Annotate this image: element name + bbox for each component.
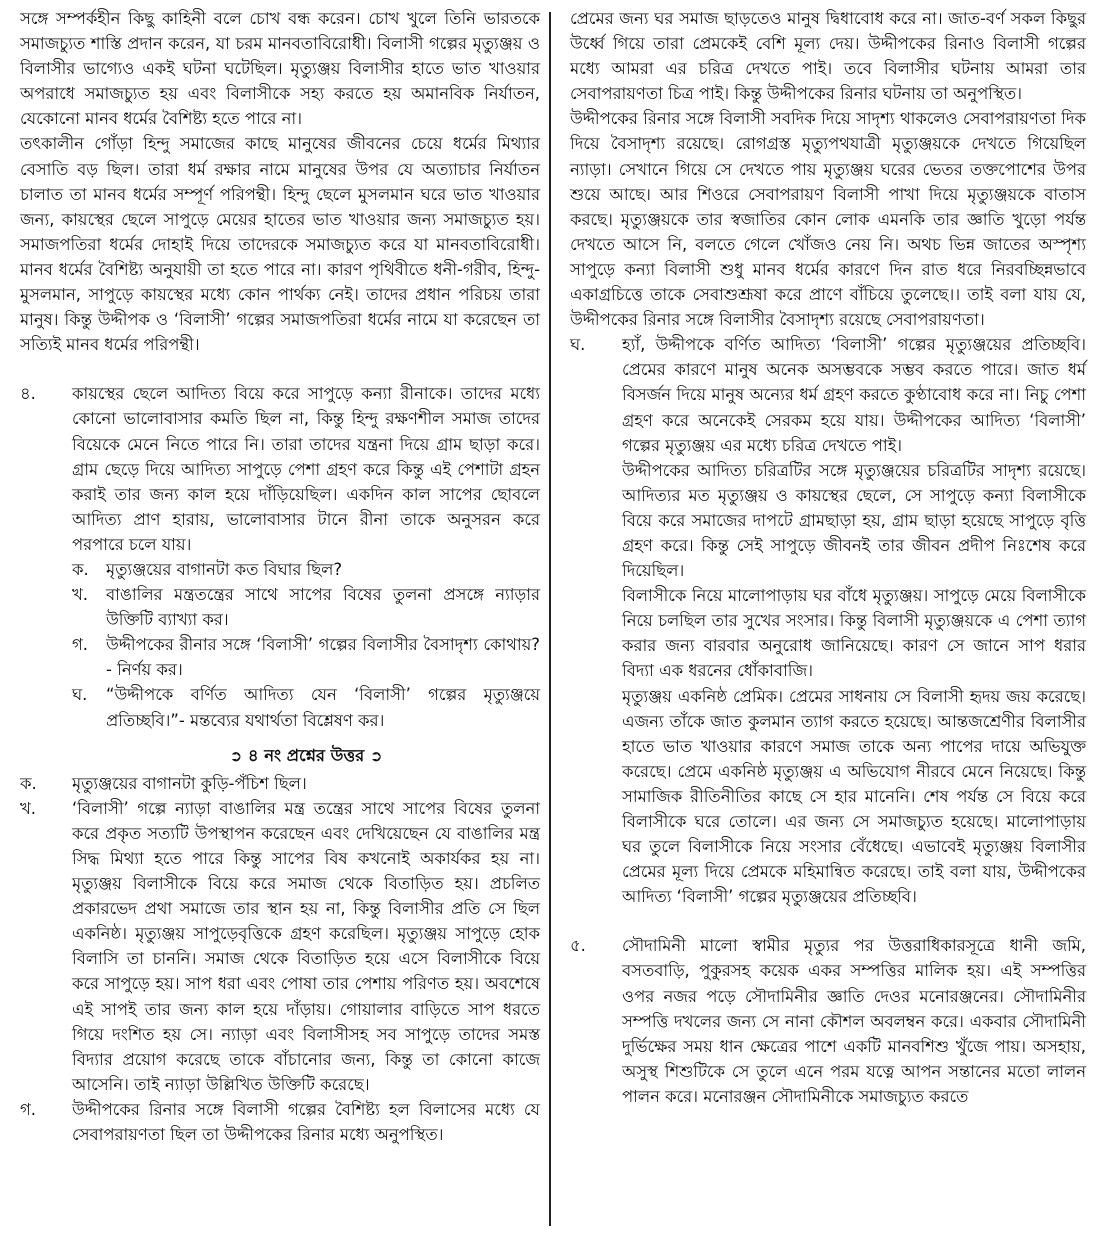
sub-question-ka (72, 557, 540, 582)
question-stem: সৌদামিনী মালো স্বামীর মৃত্যুর পর উত্তরাধিকারসূত্রে ধানী জমি, বসতবাড়ি, পুকুরসহ কয়েক একর সম্পত্তির মালিক হয়। এই সম্পত্তির ওপর নজর পড়ে সৌদামিনীর জ্ঞাতি দেওর মনোরঞ্জনের। সৌদামিনীর সম্পত্তি দখলের জন্য সে নানা কৌশল অবলম্বন করে। একবার সৌদামিনী দুর্ভিক্ষের সময় ধান ক্ষেত্রের পাশে একটি মানবশিশু খুঁজে পায়। অসহায়, অসুস্থ শিশুটিকে সে তুলে এনে পরম যত্নে আপন সন্তানের মতো লালন পালন করে। মনোরঞ্জন সৌদামিনীকে সমাজচ্যুত করতে (622, 936, 1086, 1106)
answer-paragraph: উদ্দীপকের আদিত্য চরিত্রটির সঙ্গে মৃত্যুঞ্জয়ের চরিত্রটির সাদৃশ্য রয়েছে। আদিত্যর মত মৃত্যুঞ্জয় ও কায়স্থের ছেলে, সে সাপুড়ে কন্যা বিলাসীকে বিয়ে করে সমাজের দাপটে গ্রামছাড়া হয়, গ্রাম ছাড়া হয়েছে সাপুড়ে বৃত্তি গ্রহণ করে। কিন্তু সেই সাপুড়ে জীবনই তার জীবন প্রদীপ নিঃশেষ করে দিয়েছিল। (622, 460, 1086, 581)
answer-kha (20, 796, 540, 1097)
answer-ga (20, 1097, 540, 1147)
answer-heading-text: ৪ নং প্রশ্নের উত্তর (247, 745, 365, 765)
sub-question-label: গ. (72, 635, 88, 655)
question-5 (570, 933, 1086, 1109)
answer-label: ঘ. (570, 335, 586, 355)
answer-paragraph: মৃত্যুঞ্জয় একনিষ্ঠ প্রেমিক। প্রেমের সাধনায় সে বিলাসী হৃদয় জয় করেছে। এজন্য তাঁকে জাত কুলমান ত্যাগ করতে হয়েছে। আন্তজশ্রেণীর বিলাসীর হাতে ভাত খাওয়ার কারণে সমাজ তাকে অন্য পাপের দায়ে অভিযুক্ত করেছে। প্রেমে একনিষ্ঠ মৃত্যুঞ্জয় এ অভিযোগ নীরবে মেনে নিয়েছে। কিন্তু সামাজিক রীতিনীতির কাছে সে হার মানেনি। শেষ পর্যন্ত সে বিয়ে করে বিলাসীকে ঘরে তোলে। এর জন্য সে সমাজচ্যুত হয়েছে। মালোপাড়ায় ঘর তুলে বিলাসীকে নিয়ে সংসার বেঁধেছে। এভাবেই মৃত্যুঞ্জয় বিলাসীর প্রেমের মূল্য দিয়ে প্রেমকে মহিমান্বিত করেছে। তাই বলা যায়, উদ্দীপকের আদিত্য ‘বিলাসী’ গল্পের মৃত্যুঞ্জয়ের প্রতিচ্ছবি। (622, 686, 1086, 907)
answer-text: উদ্দীপকের রিনার সঙ্গে বিলাসী গল্পের বৈশিষ্ট্য হল বিলাসের মধ্যে যে সেবাপরায়ণতা ছিল তা উদ্দীপকের রিনার মধ্যে অনুপস্থিত। (72, 1099, 540, 1145)
answer-label: ক. (20, 773, 37, 793)
question-4 (20, 381, 540, 557)
answer-gha (570, 332, 1086, 909)
question-number: ৪. (20, 384, 36, 404)
right-bracket-icon: ➲ (369, 746, 383, 765)
sub-question-text: “উদ্দীপকে বর্ণিত আদিত্য যেন ‘বিলাসী’ গল্পের মৃত্যুঞ্জয়ে প্রতিচ্ছবি।”- মন্তব্যের যথার্থতা বিশ্লেষণ কর। (106, 685, 540, 730)
column-divider (549, 12, 551, 1226)
spacer (570, 909, 1086, 933)
right-column (570, 6, 1086, 1109)
sub-question-text: উদ্দীপকের রীনার সঙ্গে ‘বিলাসী’ গল্পের বিলাসীর বৈসাদৃশ্য কোথায়?- নির্ণয় কর। (106, 635, 540, 680)
answer-label: খ. (20, 798, 36, 818)
sub-question-ga (72, 632, 540, 682)
intro-paragraph-1: সঙ্গে সম্পর্কহীন কিছু কাহিনী বলে চোখ বন্ধ করেন। চোখ খুলে তিনি ভারতকে সমাজচ্যুত শাস্তি প্রদান করেন, যা চরম মানবতাবিরোধী। বিলাসী গল্পের মৃত্যুঞ্জয় ও বিলাসীর ভাগ্যেও একই ঘটনা ঘটেছিল। মৃত্যুঞ্জয় বিলাসীর হাতে ভাত খাওয়ার অপরাধে সমাজচ্যুত হয় এবং বিলাসীকে সহ্য করতে হয় অমানবিক নির্যাতন, যেকোনো মানব ধর্মের বৈশিষ্ট্য হতে পারে না। (20, 9, 540, 129)
answer-paragraph: হ্যাঁ, উদ্দীপকে বর্ণিত আদিত্য ‘বিলাসী’ গল্পের মৃত্যুঞ্জয়ের প্রতিচ্ছবি। প্রেমের কারণে মানুষ অনেক অসম্ভবকে সম্ভব করতে পারে। জাত ধর্ম বিসর্জন দিয়ে মানুষ অন্যের ধর্ম গ্রহণ করতে কুণ্ঠাবোধ করে না। নিচু পেশা গ্রহণ করে অনেকেই সেরকম হয়ে যায়। উদ্দীপকের আদিত্য ‘বিলাসী’ গল্পের মৃত্যুঞ্জয় এর মধ্যে চরিত্র দেখতে পাই। (622, 335, 1086, 455)
continued-paragraph-1: প্রেমের জন্য ঘর সমাজ ছাড়তেও মানুষ দ্বিধাবোধ করে না। জাত-বর্ণ সকল কিছুর উর্ধ্বে গিয়ে তারা প্রেমকেই বেশি মূল্য দেয়। উদ্দীপকের রিনাও বিলাসী গল্পের মধ্যে আমরা এর চরিত্র দেখতে পাই। তবে বিলাসীর ঘটনায় আমরা তার সেবাপরায়ণতা চিত্র পাই। কিন্তু উদ্দীপকের রিনার ঘটনায় তা অনুপস্থিত। (570, 9, 1086, 104)
sub-question-text: মৃত্যুঞ্জয়ের বাগানটা কত বিঘার ছিল? (106, 559, 343, 579)
sub-question-text: বাঙালির মন্ত্রতন্ত্রের সাথে সাপের বিষের তুলনা প্রসঙ্গে ন্যাড়ার উক্তিটি ব্যাখ্যা কর। (106, 585, 540, 630)
answer-paragraph: বিলাসীকে নিয়ে মালোপাড়ায় ঘর বাঁধে মৃত্যুঞ্জয়। সাপুড়ে মেয়ে বিলাসীকে নিয়ে চলছিল তার সুখের সংসার। কিন্তু বিলাসী মৃত্যুঞ্জয়কে এ পেশা ত্যাগ করার জন্য বারবার অনুরোধ জানিয়েছে। কারণ সে জানে সাপ ধরার বিদ্যা এক ধরনের ধোঁকাবাজি। (622, 586, 1086, 681)
sub-question-label: ক. (72, 559, 89, 579)
answer-heading (72, 743, 540, 769)
question-number: ৫. (570, 936, 586, 956)
answer-label: গ. (20, 1099, 36, 1119)
sub-question-label: ঘ. (72, 685, 88, 705)
intro-paragraph-2: তৎকালীন গোঁড়া হিন্দু সমাজের কাছে মানুষের জীবনের চেয়ে ধর্মের মিথ্যার বেসাতি বড় ছিল। তারা ধর্ম রক্ষার নামে মানুষের উপর যে অত্যাচার নির্যাতন চালাত তা মানব ধর্মের সম্পূর্ণ পরিপন্থী। হিন্দু ছেলে মুসলমান ঘরে ভাত খাওয়ার জন্য, কায়স্থের ছেলে সাপুড়ে মেয়ের হাতের ভাত খাওয়ার জন্য সমাজচ্যুত হয়। সমাজপতিরা ধর্মের দোহাই দিয়ে তাদেরকে সমাজচ্যুত করে যা মানবতাবিরোধী। মানব ধর্মের বৈশিষ্ট্য অনুযায়ী তা হতে পারে না। কারণ পৃথিবীতে ধনী-গরীব, হিন্দু-মুসলমান, সাপুড়ে কায়স্থের মধ্যে কোন পার্থক্য নেই। তাদের প্রধান পরিচয় তারা মানুষ। কিন্তু উদ্দীপক ও ‘বিলাসী’ গল্পের সমাজপতিরা ধর্মের নামে যা করেছেন তা সত্যিই মানব ধর্মের পরিপন্থী। (20, 134, 540, 355)
sub-question-kha (72, 582, 540, 632)
sub-question-gha (72, 682, 540, 732)
sub-question-label: খ. (72, 585, 88, 605)
left-column (20, 6, 540, 1147)
answer-text: মৃত্যুঞ্জয়ের বাগানটা কুড়ি-পঁচিশ ছিল। (72, 773, 307, 793)
spacer (20, 357, 540, 381)
question-stem: কায়স্থের ছেলে আদিত্য বিয়ে করে সাপুড়ে কন্যা রীনাকে। তাদের মধ্যে কোনো ভালোবাসার কমতি ছিল না, কিন্তু হিন্দু রক্ষণশীল সমাজ তাদের বিয়েকে মেনে নিতে পারে নি। তারা তাদের যন্ত্রনা দিয়ে গ্রাম ছাড়া করে। গ্রাম ছেড়ে দিয়ে আদিত্য সাপুড়ে পেশা গ্রহণ করে কিন্তু এই পেশাটা গ্রহন করাই তার জন্য কাল হয়ে দাঁড়িয়েছিল। একদিন কাল সাপের ছোবলে আদিত্য প্রাণ হারায়, ভালোবাসার টানে রীনা তাকে অনুসরন করে পরপারে চলে যায়। (72, 384, 540, 554)
left-bracket-icon: ➲ (229, 746, 243, 765)
answer-text: ‘বিলাসী’ গল্পে ন্যাড়া বাঙালির মন্ত্র তন্ত্রের সাথে সাপের বিষের তুলনা করে প্রকৃত সত্যটি উপস্থাপন করেছেন এবং দেখিয়েছেন যে বাঙালির মন্ত্র সিদ্ধ মিথ্যা হতে পারে কিন্তু সাপের বিষ কখনোই অকার্যকর হয় না। মৃত্যুঞ্জয় বিলাসীকে বিয়ে করে সমাজ থেকে বিতাড়িত হয়। প্রচলিত প্রকারভেদ প্রথা সমাজে তার স্থান হয় না, কিন্তু বিলাসীর প্রতি সে ছিল একনিষ্ঠ। মৃত্যুঞ্জয় সাপুড়েবৃত্তিকে গ্রহণ করেছিল। মৃত্যুঞ্জয় সাপুড়ে হোক বিলাসি তা চাননি। সমাজ থেকে বিতাড়িত হয়ে এসে বিলাসীকে বিয়ে করে সাপুড়ে হয়। সাপ ধরা এবং পোষা তার পেশায় পরিণত হয়। অবশেষে এই সাপই তার জন্য কাল হয়ে দাঁড়ায়। গোয়ালার বাড়িতে সাপ ধরতে গিয়ে দংশিত হয় সে। ন্যাড়া এবং বিলাসীসহ সব সাপুড়ে তাদের সমস্ত বিদ্যার প্রয়োগ করেছে তাকে বাঁচানোর জন্য, কিন্তু তা কোনো কাজে আসেনি। তাই ন্যাড়া উল্লিখিত উক্তিটি করেছে। (72, 798, 540, 1094)
continued-paragraph-2: উদ্দীপকের রিনার সঙ্গে বিলাসী সবদিক দিয়ে সাদৃশ্য থাকলেও সেবাপরায়ণতা দিক দিয়ে বৈসাদৃশ্য রয়েছে। রোগগ্রস্ত মৃত্যুপথযাত্রী মৃত্যুঞ্জয়কে দেখতে গিয়েছিল ন্যাড়া। সেখানে গিয়ে সে দেখতে পায় মৃত্যুঞ্জয় ঘরের ভেতর তক্তপোশের উপর শুয়ে আছে। আর শিওরে সেবাপরায়ণ বিলাসী পাখা দিয়ে মৃত্যুঞ্জয়কে বাতাস করছে। মৃত্যুঞ্জয়কে তার স্বজাতির কোন লোক এমনকি তার জ্ঞাতি খুড়ো পর্যন্ত দেখতে আসে নি, বলতে গেলে খোঁজও নেয় নি। অথচ ভিন্ন জাতের অস্পৃশ্য সাপুড়ে কন্যা বিলাসী শুধু মানব ধর্মের কারণে দিন রাত ধরে নিরবচ্ছিন্নভাবে একাগ্রচিত্তে তাকে সেবাশুশ্রূষা করে প্রাণে বাঁচিয়ে তুলেছে।। তাই বলা যায় যে, উদ্দীপকের রিনার সঙ্গে বিলাসীর বৈসাদৃশ্য রয়েছে সেবাপরায়ণতা। (570, 109, 1086, 330)
answer-ka (20, 771, 540, 796)
